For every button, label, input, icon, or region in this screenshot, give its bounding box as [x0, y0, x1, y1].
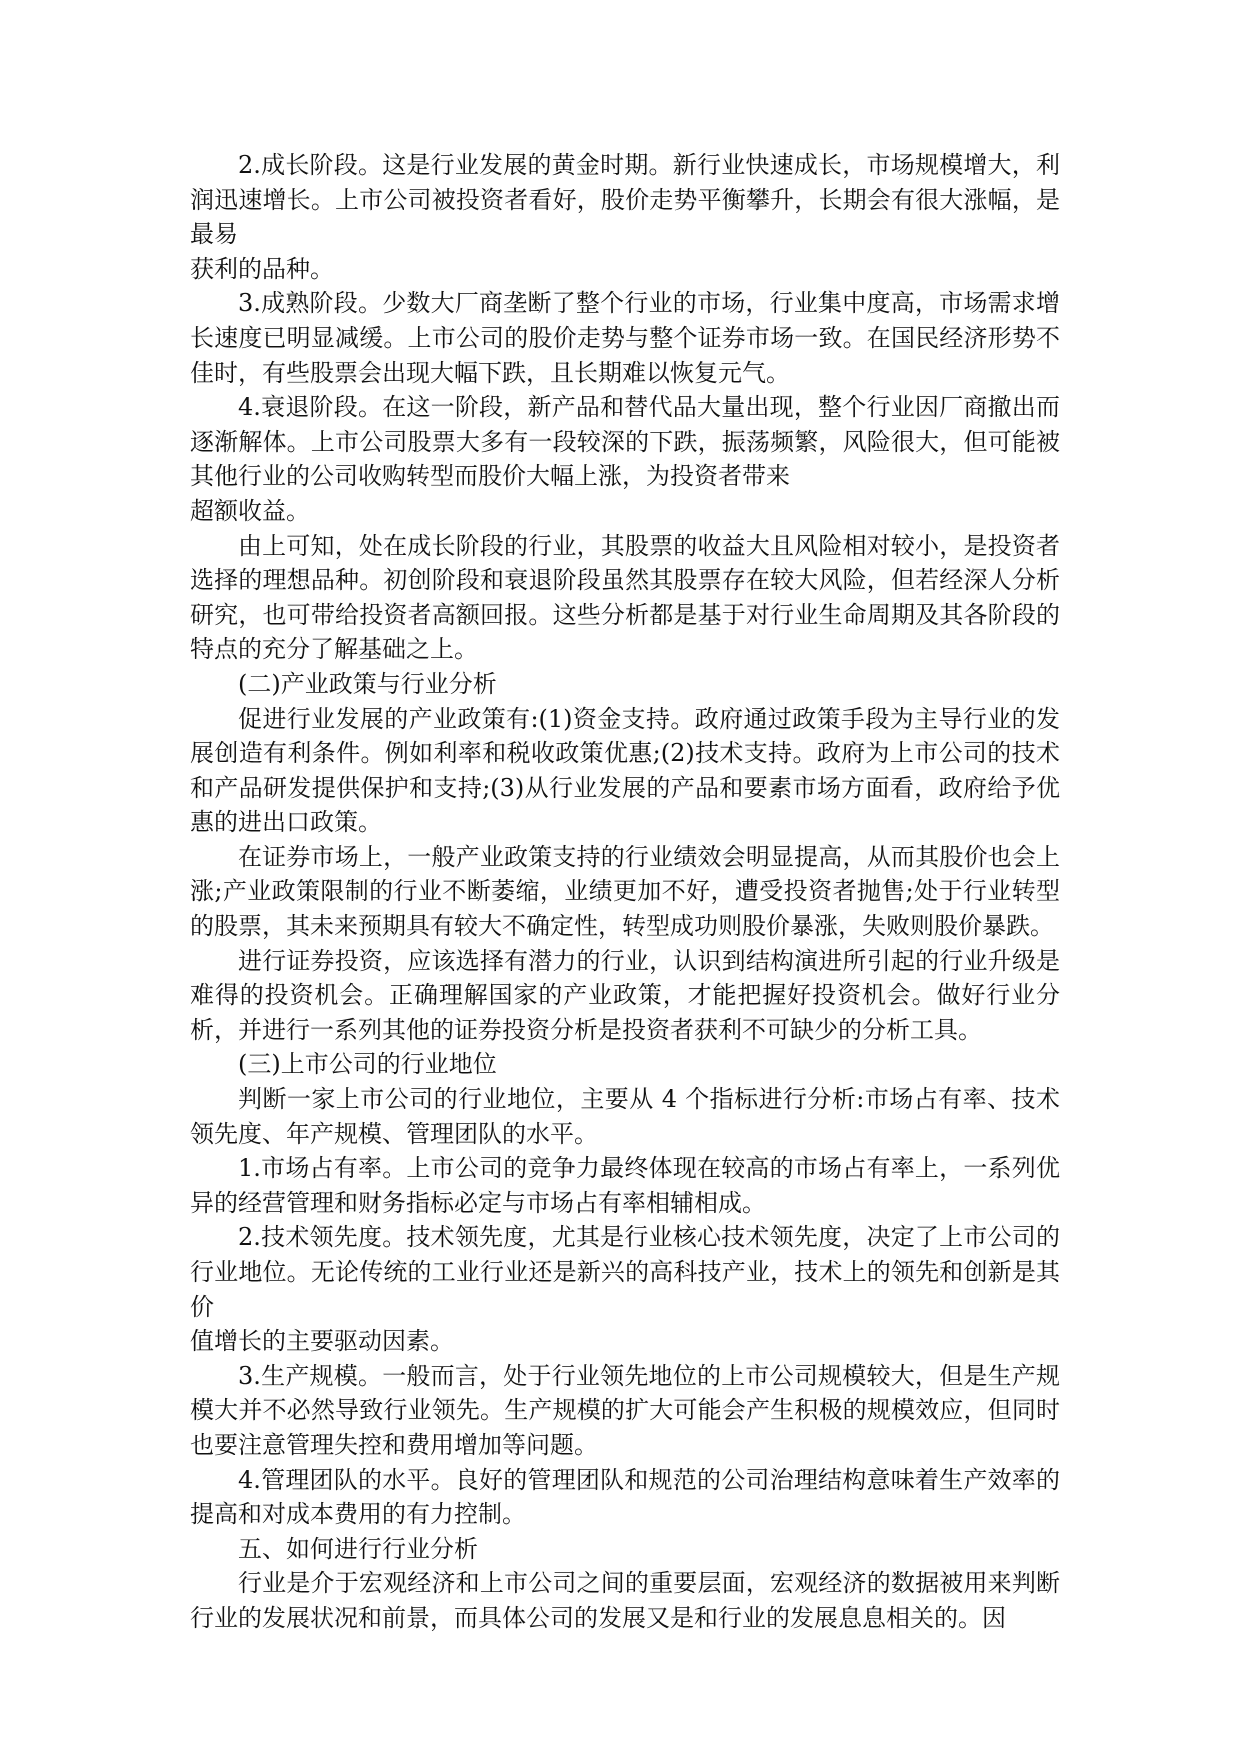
- paragraph-tech-leadership-continued: 值增长的主要驱动因素。: [190, 1327, 454, 1356]
- paragraph-production-scale: 3.生产规模。一般而言，处于行业领先地位的上市公司规模较大，但是生产规模大并不必然导致行业领先。生产规模的扩大可能会产生积极的规模效应，但同时也要注意管理失控和费用增加等问题。: [190, 1361, 1060, 1459]
- paragraph-industry-level: 行业是介于宏观经济和上市公司之间的重要层面，宏观经济的数据被用来判断行业的发展状况和前景，而具体公司的发展又是和行业的发展息息相关的。因: [190, 1569, 1060, 1632]
- paragraph-tech-leadership: 2.技术领先度。技术领先度，尤其是行业核心技术领先度，决定了上市公司的行业地位。无论传统的工业行业还是新兴的高科技产业，技术上的领先和创新是其价: [190, 1223, 1060, 1321]
- paragraph-market-share: 1.市场占有率。上市公司的竞争力最终体现在较高的市场占有率上，一系列优异的经营管理和财务指标必定与市场占有率相辅相成。: [190, 1154, 1060, 1217]
- paragraph-summary: 由上可知，处在成长阶段的行业，其股票的收益大且风险相对较小，是投资者选择的理想品种。初创阶段和衰退阶段虽然其股票存在较大风险，但若经深人分析研究，也可带给投资者高额回报。这些分析都是基于对行业生命周期及其各阶段的特点的充分了解基础之上。: [190, 531, 1060, 664]
- paragraph-growth-stage: 2.成长阶段。这是行业发展的黄金时期。新行业快速成长，市场规模增大，利润迅速增长。上市公司被投资者看好，股价走势平衡攀升，长期会有很大涨幅，是最易: [190, 151, 1060, 249]
- paragraph-management-team: 4.管理团队的水平。良好的管理团队和规范的公司治理结构意味着生产效率的提高和对成本费用的有力控制。: [190, 1465, 1060, 1529]
- paragraph-growth-stage-continued: 获利的品种。: [190, 254, 334, 283]
- document-body: [190, 148, 1060, 1636]
- paragraph-position-indicators: 判断一家上市公司的行业地位，主要从 4 个指标进行分析:市场占有率、技术领先度、年产规模、管理团队的水平。: [190, 1085, 1060, 1148]
- paragraph-decline-stage: 4.衰退阶段。在这一阶段，新产品和替代品大量出现，整个行业因厂商撤出而逐渐解体。上市公司股票大多有一段较深的下跌，振荡频繁，风险很大，但可能被其他行业的公司收购转型而股价大幅上涨，为投资者带来: [190, 393, 1060, 491]
- paragraph-mature-stage: 3.成熟阶段。少数大厂商垄断了整个行业的市场，行业集中度高，市场需求增长速度已明显减缓。上市公司的股价走势与整个证券市场一致。在国民经济形势不佳时，有些股票会出现大幅下跌，且长期难以恢复元气。: [190, 289, 1060, 387]
- heading-industry-policy: (二)产业政策与行业分析: [238, 669, 497, 698]
- paragraph-policy-support: 促进行业发展的产业政策有:(1)资金支持。政府通过政策手段为主导行业的发展创造有利条件。例如利率和税收政策优惠;(2)技术支持。政府为上市公司的技术和产品研发提供保护和支持;(3)从行业发展的产品和要素市场方面看，政府给予优惠的进出口政策。: [190, 704, 1060, 837]
- paragraph-investment-choice: 进行证券投资，应该选择有潜力的行业，认识到结构演进所引起的行业升级是难得的投资机会。正确理解国家的产业政策，才能把握好投资机会。做好行业分析，并进行一系列其他的证券投资分析是投资者获利不可缺少的分析工具。: [190, 946, 1060, 1044]
- paragraph-securities-market: 在证券市场上，一般产业政策支持的行业绩效会明显提高，从而其股价也会上涨;产业政策限制的行业不断萎缩，业绩更加不好，遭受投资者抛售;处于行业转型的股票，其未来预期具有较大不确定性，转型成功则股价暴涨，失败则股价暴跌。: [190, 842, 1060, 941]
- heading-industry-position: (三)上市公司的行业地位: [238, 1050, 497, 1079]
- heading-how-to-analyze: 五、如何进行行业分析: [238, 1534, 478, 1563]
- paragraph-decline-stage-continued: 超额收益。: [190, 496, 310, 525]
